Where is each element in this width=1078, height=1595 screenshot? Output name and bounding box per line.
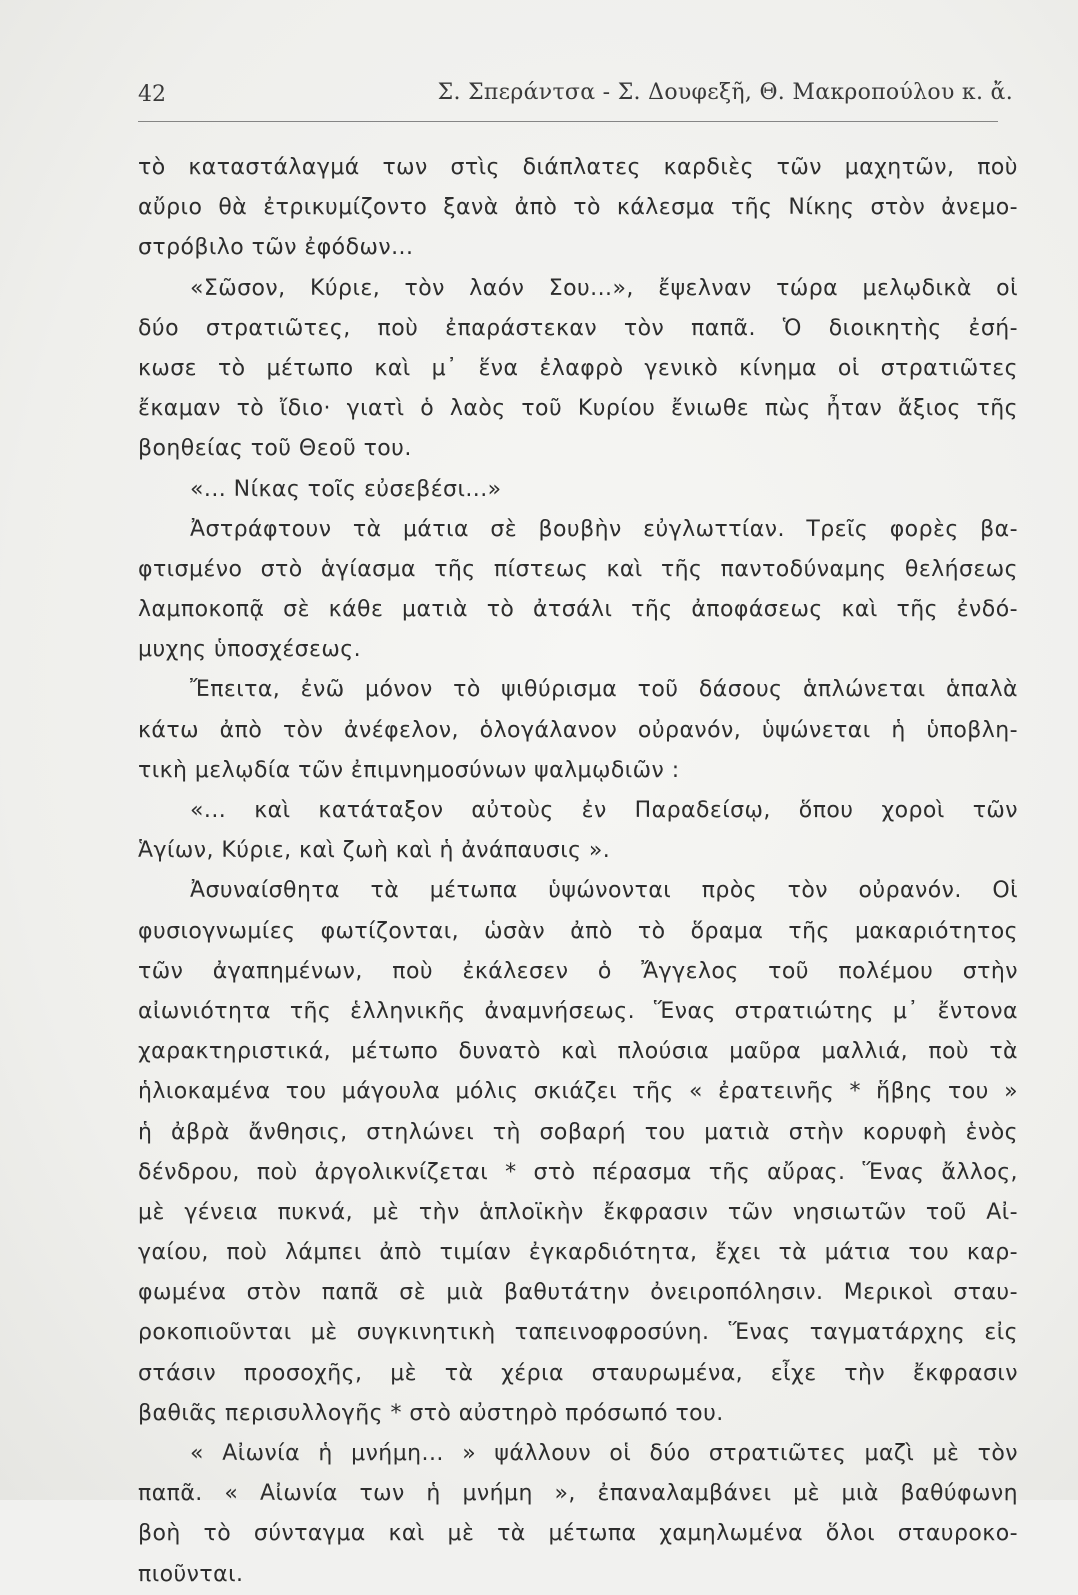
text-line: βοηθείας τοῦ Θεοῦ του. [138,436,412,462]
text-line: ἔκαμαν τὸ ἴδιο· γιατὶ ὁ λαὸς τοῦ Κυρίου ἔνιωθε πὼς ἦταν ἄξιος τῆς [138,396,1018,422]
text-line: τῶν ἀγαπημένων, ποὺ ἐκάλεσεν ὁ Ἄγγελος τοῦ πολέμου στὴν [138,958,1018,984]
text-line: δύο στρατιῶτες, ποὺ ἐπαράστεκαν τὸν παπᾶ. Ὁ διοικητὴς ἐσή- [138,315,1018,341]
text-line: « Αἰωνία ἡ μνήμη... » ψάλλουν οἱ δύο στρατιῶτες μαζὶ μὲ τὸν [190,1441,1018,1466]
text-line: τικὴ μελῳδία τῶν ἐπιμνημοσύνων ψαλμῳδιῶν : [138,757,680,783]
running-head: Σ. Σπεράντσα - Σ. Δουφεξῆ, Θ. Μακροπούλου κ. ἄ. [437,80,1013,105]
text-line: «... καὶ κατάταξον αὐτοὺς ἐν Παραδείσῳ, ὅπου χοροὶ τῶν [190,798,1018,823]
text-line: κάτω ἀπὸ τὸν ἀνέφελον, ὁλογάλανον οὐρανόν, ὑψώνεται ἡ ὑποβλη- [138,717,1018,743]
text-line: Ἀστράφτουν τὰ μάτια σὲ βουβὴν εὐγλωττίαν. Τρεῖς φορὲς βα- [190,516,1018,542]
text-line: ἡ ἀβρὰ ἄνθησις, στηλώνει τὴ σοβαρή του ματιὰ στὴν κορυφὴ ἑνὸς [138,1119,1018,1145]
text-line: Ἔπειτα, ἐνῶ μόνον τὸ ψιθύρισμα τοῦ δάσους ἁπλώνεται ἁπαλὰ [190,677,1018,703]
text-line: τὸ καταστάλαγμά των στὶς διάπλατες καρδιὲς τῶν μαχητῶν, ποὺ [138,155,1018,180]
text-line: αἰωνιότητα τῆς ἑλληνικῆς ἀναμνήσεως. Ἕνας στρατιώτης μ᾽ ἔντονα [138,998,1018,1024]
page-number: 42 [138,82,166,107]
header-rule [138,121,998,122]
text-line: αὔριο θὰ ἐτρικυμίζοντο ξανὰ ἀπὸ τὸ κάλεσμα τῆς Νίκης στὸν ἀνεμο- [138,195,1018,221]
text-line: φωμένα στὸν παπᾶ σὲ μιὰ βαθυτάτην ὀνειροπόλησιν. Μερικοὶ σταυ- [138,1280,1018,1306]
text-line: ροκοπιοῦνται μὲ συγκινητικὴ ταπεινοφροσύνη. Ἕνας ταγματάρχης εἰς [138,1320,1018,1346]
body-text [138,148,1018,1595]
text-line: Ἀσυναίσθητα τὰ μέτωπα ὑψώνονται πρὸς τὸν οὐρανόν. Οἱ [190,878,1018,904]
text-line: στρόβιλο τῶν ἐφόδων... [138,235,414,261]
text-line: πιοῦνται. [138,1561,244,1587]
text-line: μυχης ὑποσχέσεως. [138,637,362,663]
text-line: φτισμένο στὸ ἁγίασμα τῆς πίστεως καὶ τῆς παντοδύναμης θελήσεως [138,556,1018,582]
text-line: γαίου, ποὺ λάμπει ἀπὸ τιμίαν ἐγκαρδιότητα, ἔχει τὰ μάτια του καρ- [138,1240,1018,1266]
text-line: στάσιν προσοχῆς, μὲ τὰ χέρια σταυρωμένα, εἶχε τὴν ἔκφρασιν [138,1360,1018,1386]
text-line: «... Νίκας τοῖς εὐσεβέσι...» [190,476,502,502]
text-line: κωσε τὸ μέτωπο καὶ μ᾽ ἕνα ἐλαφρὸ γενικὸ κίνημα οἱ στρατιῶτες [138,355,1018,381]
text-line: φυσιογνωμίες φωτίζονται, ὡσὰν ἀπὸ τὸ ὅραμα τῆς μακαριότητος [138,918,1018,944]
text-line: ἡλιοκαμένα του μάγουλα μόλις σκιάζει τῆς « ἐρατεινῆς * ἥβης του » [138,1079,1018,1105]
text-line: χαρακτηριστικά, μέτωπο δυνατὸ καὶ πλούσια μαῦρα μαλλιά, ποὺ τὰ [138,1039,1018,1065]
text-line: λαμποκοπᾷ σὲ κάθε ματιὰ τὸ ἀτσάλι τῆς ἀποφάσεως καὶ τῆς ἐνδό- [138,597,1018,623]
text-line: βοὴ τὸ σύνταγμα καὶ μὲ τὰ μέτωπα χαμηλωμένα ὅλοι σταυροκο- [138,1521,1018,1547]
page-header [138,72,1013,112]
text-line: βαθιᾶς περισυλλογῆς * στὸ αὐστηρὸ πρόσωπό του. [138,1400,724,1426]
text-line: παπᾶ. « Αἰωνία των ἡ μνήμη », ἐπαναλαμβάνει μὲ μιὰ βαθύφωνη [138,1481,1018,1507]
text-line: «Σῶσον, Κύριε, τὸν λαόν Σου...», ἔψελναν τώρα μελῳδικὰ οἱ [190,275,1018,301]
text-line: Ἁγίων, Κύριε, καὶ ζωὴ καὶ ἡ ἀνάπαυσις ». [138,838,611,864]
text-line: μὲ γένεια πυκνά, μὲ τὴν ἁπλοϊκὴν ἔκφρασιν τῶν νησιωτῶν τοῦ Αἰ- [138,1199,1018,1225]
text-line: δένδρου, ποὺ ἀργολικνίζεται * στὸ πέρασμα τῆς αὔρας. Ἕνας ἄλλος, [138,1159,1018,1185]
